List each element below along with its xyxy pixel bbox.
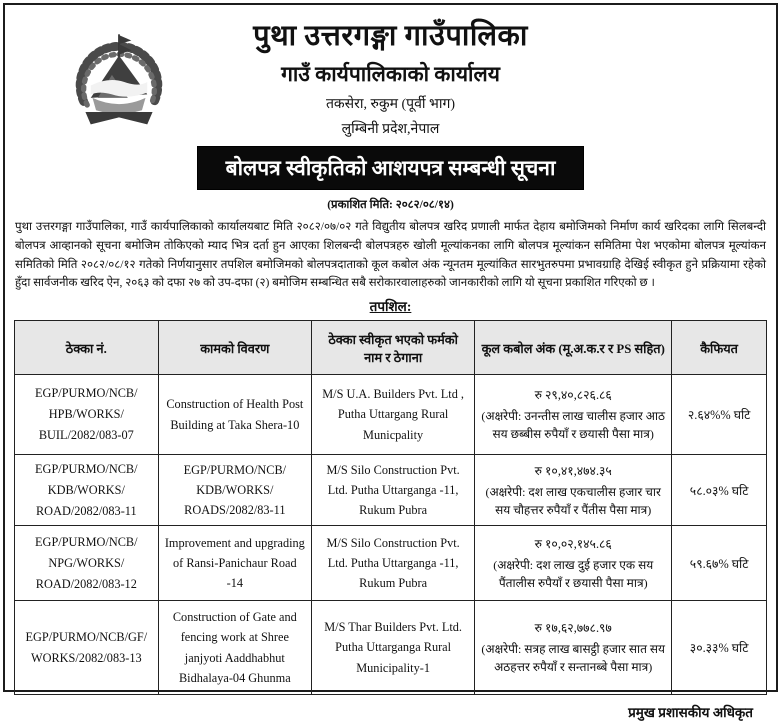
col-header-bid-amount: कूल कबोल अंक (मू.अ.क.र र PS सहित) (475, 321, 672, 375)
table-row (15, 455, 767, 526)
col-header-remarks: कैफियत (672, 321, 767, 375)
firm-cell: M/S U.A. Builders Pvt. Ltd , Putha Uttargang Rural Municpality (312, 375, 475, 455)
contract-no-cell: EGP/PURMO/NCB/GF/ WORKS/2082/083-13 (15, 601, 159, 695)
col-header-firm-name: ठेक्का स्वीकृत भएको फर्मको नाम र ठेगाना (312, 321, 475, 375)
table-row (15, 601, 767, 695)
municipal-emblem-logo (66, 29, 172, 135)
work-description-cell: Construction of Health Post Building at Taka Shera-10 (158, 375, 311, 455)
table-header-row (15, 321, 767, 375)
address-line-2: लुम्बिनी प्रदेश,नेपाल (341, 122, 440, 137)
notice-body-paragraph: पुथा उत्तरगङ्गा गाउँपालिका, गाउँ कार्यपालिकाको कार्यालयबाट मिति २०८२/०७/०२ गते विद्युतीय बोलपत्र खरिद प्रणाली मार्फत देहाय बमोजिमको निर्माण कार्य खरिदका लागि सिलबन्दी बोलपत्र आव्हानको सूचना बमोजिम तोकिएको म्याद भित्र दर्ता हुन आएका शिलबन्दी बोलपत्रहरु खोली मूल्यांकनका लागि बोलपत्र मूल्यांकन समितिमा पेश भएकोमा बोलपत्र मूल्यांकन समितिको मिति २०८२/०८/१२ गतेको निर्णयानुसार तपशिल बमोजिमको बोलपत्रदाताको कूल कबोल अंक न्यूनतम मूल्यांकित सारभुतरुपमा प्रभावग्राहि देखिई स्वीकृत हुने प्रक्रियामा रहेको हुँदा सार्वजनीक खरिद ऐन, २०६३ को दफा २७ को उप-दफा (२) बमोजिम सम्बन्धित सबै सरोकारवालाहरुको जानकारीको लागि यो सूचना प्रकाशित गरिएको छ । (15, 220, 766, 290)
amount-in-words: (अक्षरेपी: सत्रह लाख बासट्ठी हजार सात सय अठहत्तर रुपैयाँ र सन्तानब्बे पैसा मात्र) (481, 642, 665, 675)
amount-figure: रु १०,४१,४७४.३५ (534, 463, 612, 478)
firm-cell: M/S Silo Construction Pvt. Ltd. Putha Uttarganga -11, Rukum Pubra (312, 455, 475, 526)
amount-figure: रु १०,०२,१४५.८६ (534, 536, 612, 551)
document-border (3, 3, 778, 721)
remark-cell: ३०.३३% घटि (672, 601, 767, 695)
document-header (14, 11, 767, 190)
col-header-contract-no: ठेक्का नं. (15, 321, 159, 375)
amount-figure: रु १७,६२,७७८.९७ (534, 621, 612, 636)
section-label-tapasil: तपशिल: (369, 299, 412, 315)
table-row (15, 375, 767, 455)
contract-no-cell: EGP/PURMO/NCB/ NPG/WORKS/ ROAD/2082/083-12 (15, 526, 159, 601)
firm-cell: M/S Thar Builders Pvt. Ltd. Putha Uttarganga Rural Municipality-1 (312, 601, 475, 695)
amount-cell (475, 375, 672, 455)
published-date: (प्रकाशित मिति: २०८२/०८/१४) (327, 199, 454, 211)
work-description-cell: Construction of Gate and fencing work at Shree janjyoti Aaddhabhut Bidhalaya-04 Ghunma (158, 601, 311, 695)
address-line-1: तकसेरा, रुकुम (पूर्वी भाग) (325, 97, 456, 112)
col-header-work-description: कामको विवरण (158, 321, 311, 375)
firm-cell: M/S Silo Construction Pvt. Ltd. Putha Uttarganga -11, Rukum Pubra (312, 526, 475, 601)
amount-in-words: (अक्षरेपी: दश लाख दुई हजार एक सय पैंतालीस रुपैयाँ र छयासी पैसा मात्र) (493, 557, 654, 590)
amount-in-words: (अक्षरेपी: उनन्तीस लाख चालीस हजार आठ सय छब्बीस रुपैयाँ र छयासी पैसा मात्र) (481, 409, 666, 442)
municipality-name: पुथा उत्तरगङ्गा गाउँपालिका (253, 20, 528, 52)
work-description-cell: EGP/PURMO/NCB/ KDB/WORKS/ ROADS/2082/83-11 (158, 455, 311, 526)
contract-no-cell: EGP/PURMO/NCB/ HPB/WORKS/ BUIL/2082/083-07 (15, 375, 159, 455)
amount-in-words: (अक्षरेपी: दश लाख एकचालीस हजार चार सय चौहत्तर रुपैयाँ र पैंतीस पैसा मात्र) (485, 484, 661, 517)
amount-figure: रु २९,४०,८२६.८६ (534, 388, 612, 403)
remark-cell: ५८.०३% घटि (672, 455, 767, 526)
amount-cell (475, 601, 672, 695)
work-description-cell: Improvement and upgrading of Ransi-Panichaur Road -14 (158, 526, 311, 601)
remark-cell: ५९.६७% घटि (672, 526, 767, 601)
remark-cell: २.६४%% घटि (672, 375, 767, 455)
emblem-icon (66, 29, 172, 135)
notice-title-banner: बोलपत्र स्वीकृतिको आशयपत्र सम्बन्धी सूचना (197, 146, 585, 190)
amount-cell (475, 526, 672, 601)
office-name: गाउँ कार्यपालिकाको कार्यालय (281, 62, 500, 86)
signature-title: प्रमुख प्रशासकीय अधिकृत (628, 705, 753, 721)
contract-no-cell: EGP/PURMO/NCB/ KDB/WORKS/ ROAD/2082/083-11 (15, 455, 159, 526)
tender-table (14, 320, 767, 695)
amount-cell (475, 455, 672, 526)
table-row (15, 526, 767, 601)
